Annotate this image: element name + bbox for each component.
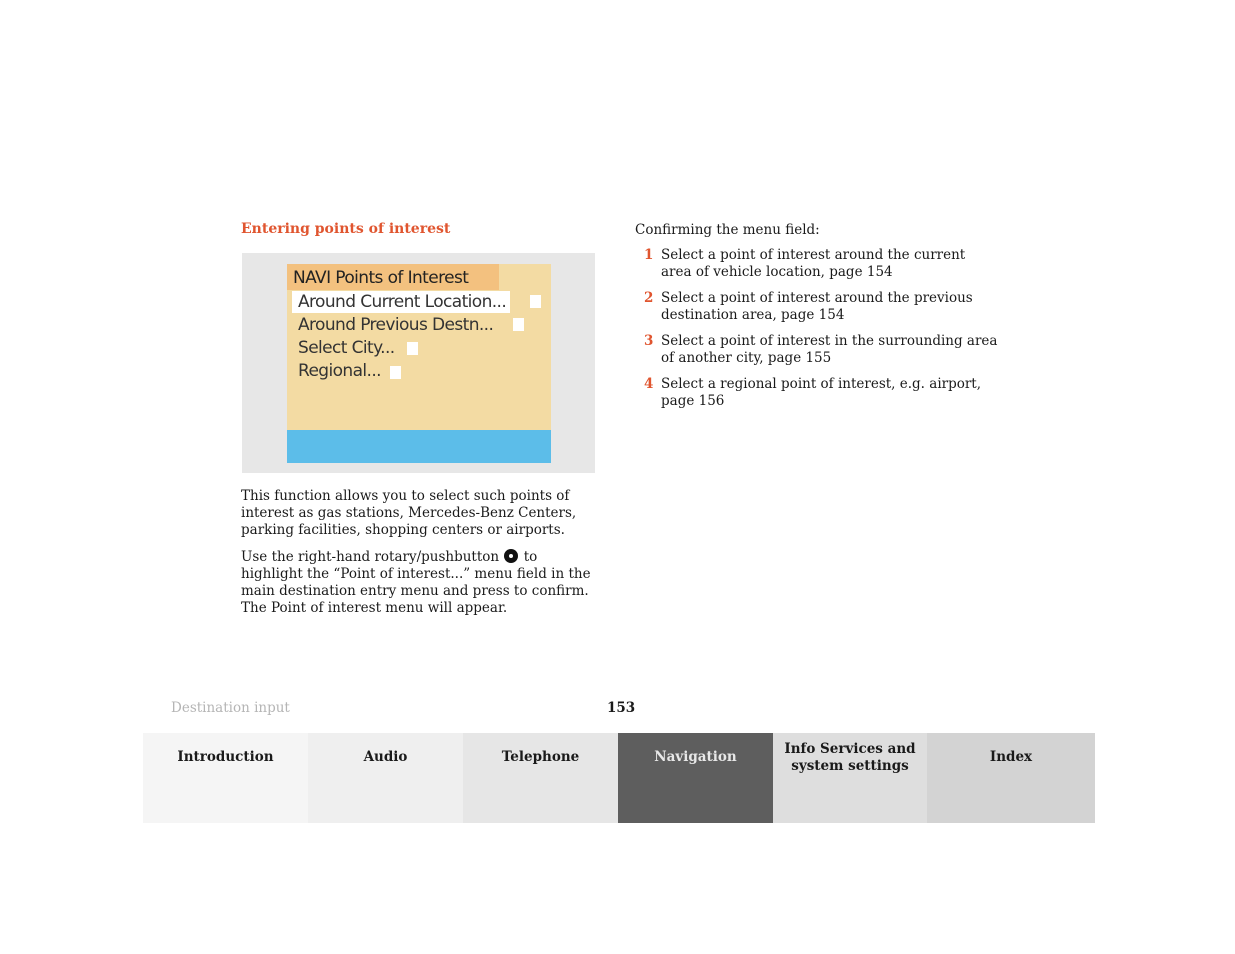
instruction-text-before: Use the right-hand rotary/pushbutton (241, 549, 500, 565)
page-number: 153 (607, 700, 636, 716)
step-text: Select a regional point of interest, e.g. airport, page 156 (661, 376, 982, 409)
menu-item-around-current-location[interactable]: Around Current Location... (292, 291, 510, 313)
list-item (640, 247, 1000, 281)
tab-info-services[interactable]: Info Services and system settings (773, 733, 927, 823)
step-text: Select a point of interest in the surrounding area of another city, page 155 (661, 333, 998, 366)
confirm-intro: Confirming the menu field: (635, 222, 820, 238)
tab-navigation[interactable]: Navigation (618, 733, 773, 823)
chapter-tabs (143, 733, 1095, 823)
tab-telephone[interactable]: Telephone (463, 733, 618, 823)
footer-section-title: Destination input (171, 700, 290, 716)
tab-introduction[interactable]: Introduction (143, 733, 308, 823)
step-text: Select a point of interest around the current area of vehicle location, page 154 (661, 247, 966, 280)
menu-marker (513, 318, 524, 331)
screen-title: NAVI Points of Interest (287, 264, 499, 290)
menu-marker (407, 342, 418, 355)
instruction-paragraph (241, 549, 601, 617)
rotary-pushbutton-icon (504, 549, 518, 563)
step-number: 3 (644, 333, 654, 349)
menu-item-around-previous-destination[interactable]: Around Previous Destn... (298, 315, 494, 335)
menu-item-select-city[interactable]: Select City... (298, 338, 395, 358)
menu-item-regional[interactable]: Regional... (298, 361, 381, 381)
step-number: 4 (644, 376, 654, 392)
tab-audio[interactable]: Audio (308, 733, 463, 823)
menu-marker (530, 295, 541, 308)
intro-paragraph: This function allows you to select such points of interest as gas stations, Mercedes-Benz Centers, parking facilities, shopping centers or airports. (241, 488, 577, 538)
navi-screen-figure (242, 253, 595, 473)
steps-list (640, 247, 1000, 419)
screen-status-bar (287, 430, 551, 463)
section-heading: Entering points of interest (241, 221, 451, 237)
step-text: Select a point of interest around the previous destination area, page 154 (661, 290, 973, 323)
navi-screen (287, 264, 551, 463)
list-item (640, 290, 1000, 324)
tab-index[interactable]: Index (927, 733, 1095, 823)
menu-marker (390, 366, 401, 379)
list-item (640, 333, 1000, 367)
step-number: 2 (644, 290, 654, 306)
step-number: 1 (644, 247, 654, 263)
instruction-result: The Point of interest menu will appear. (241, 600, 508, 616)
list-item (640, 376, 1000, 410)
instruction-text-after: to highlight the “Point of interest...” menu field in the main destination entry menu and press to confirm. (241, 549, 591, 599)
